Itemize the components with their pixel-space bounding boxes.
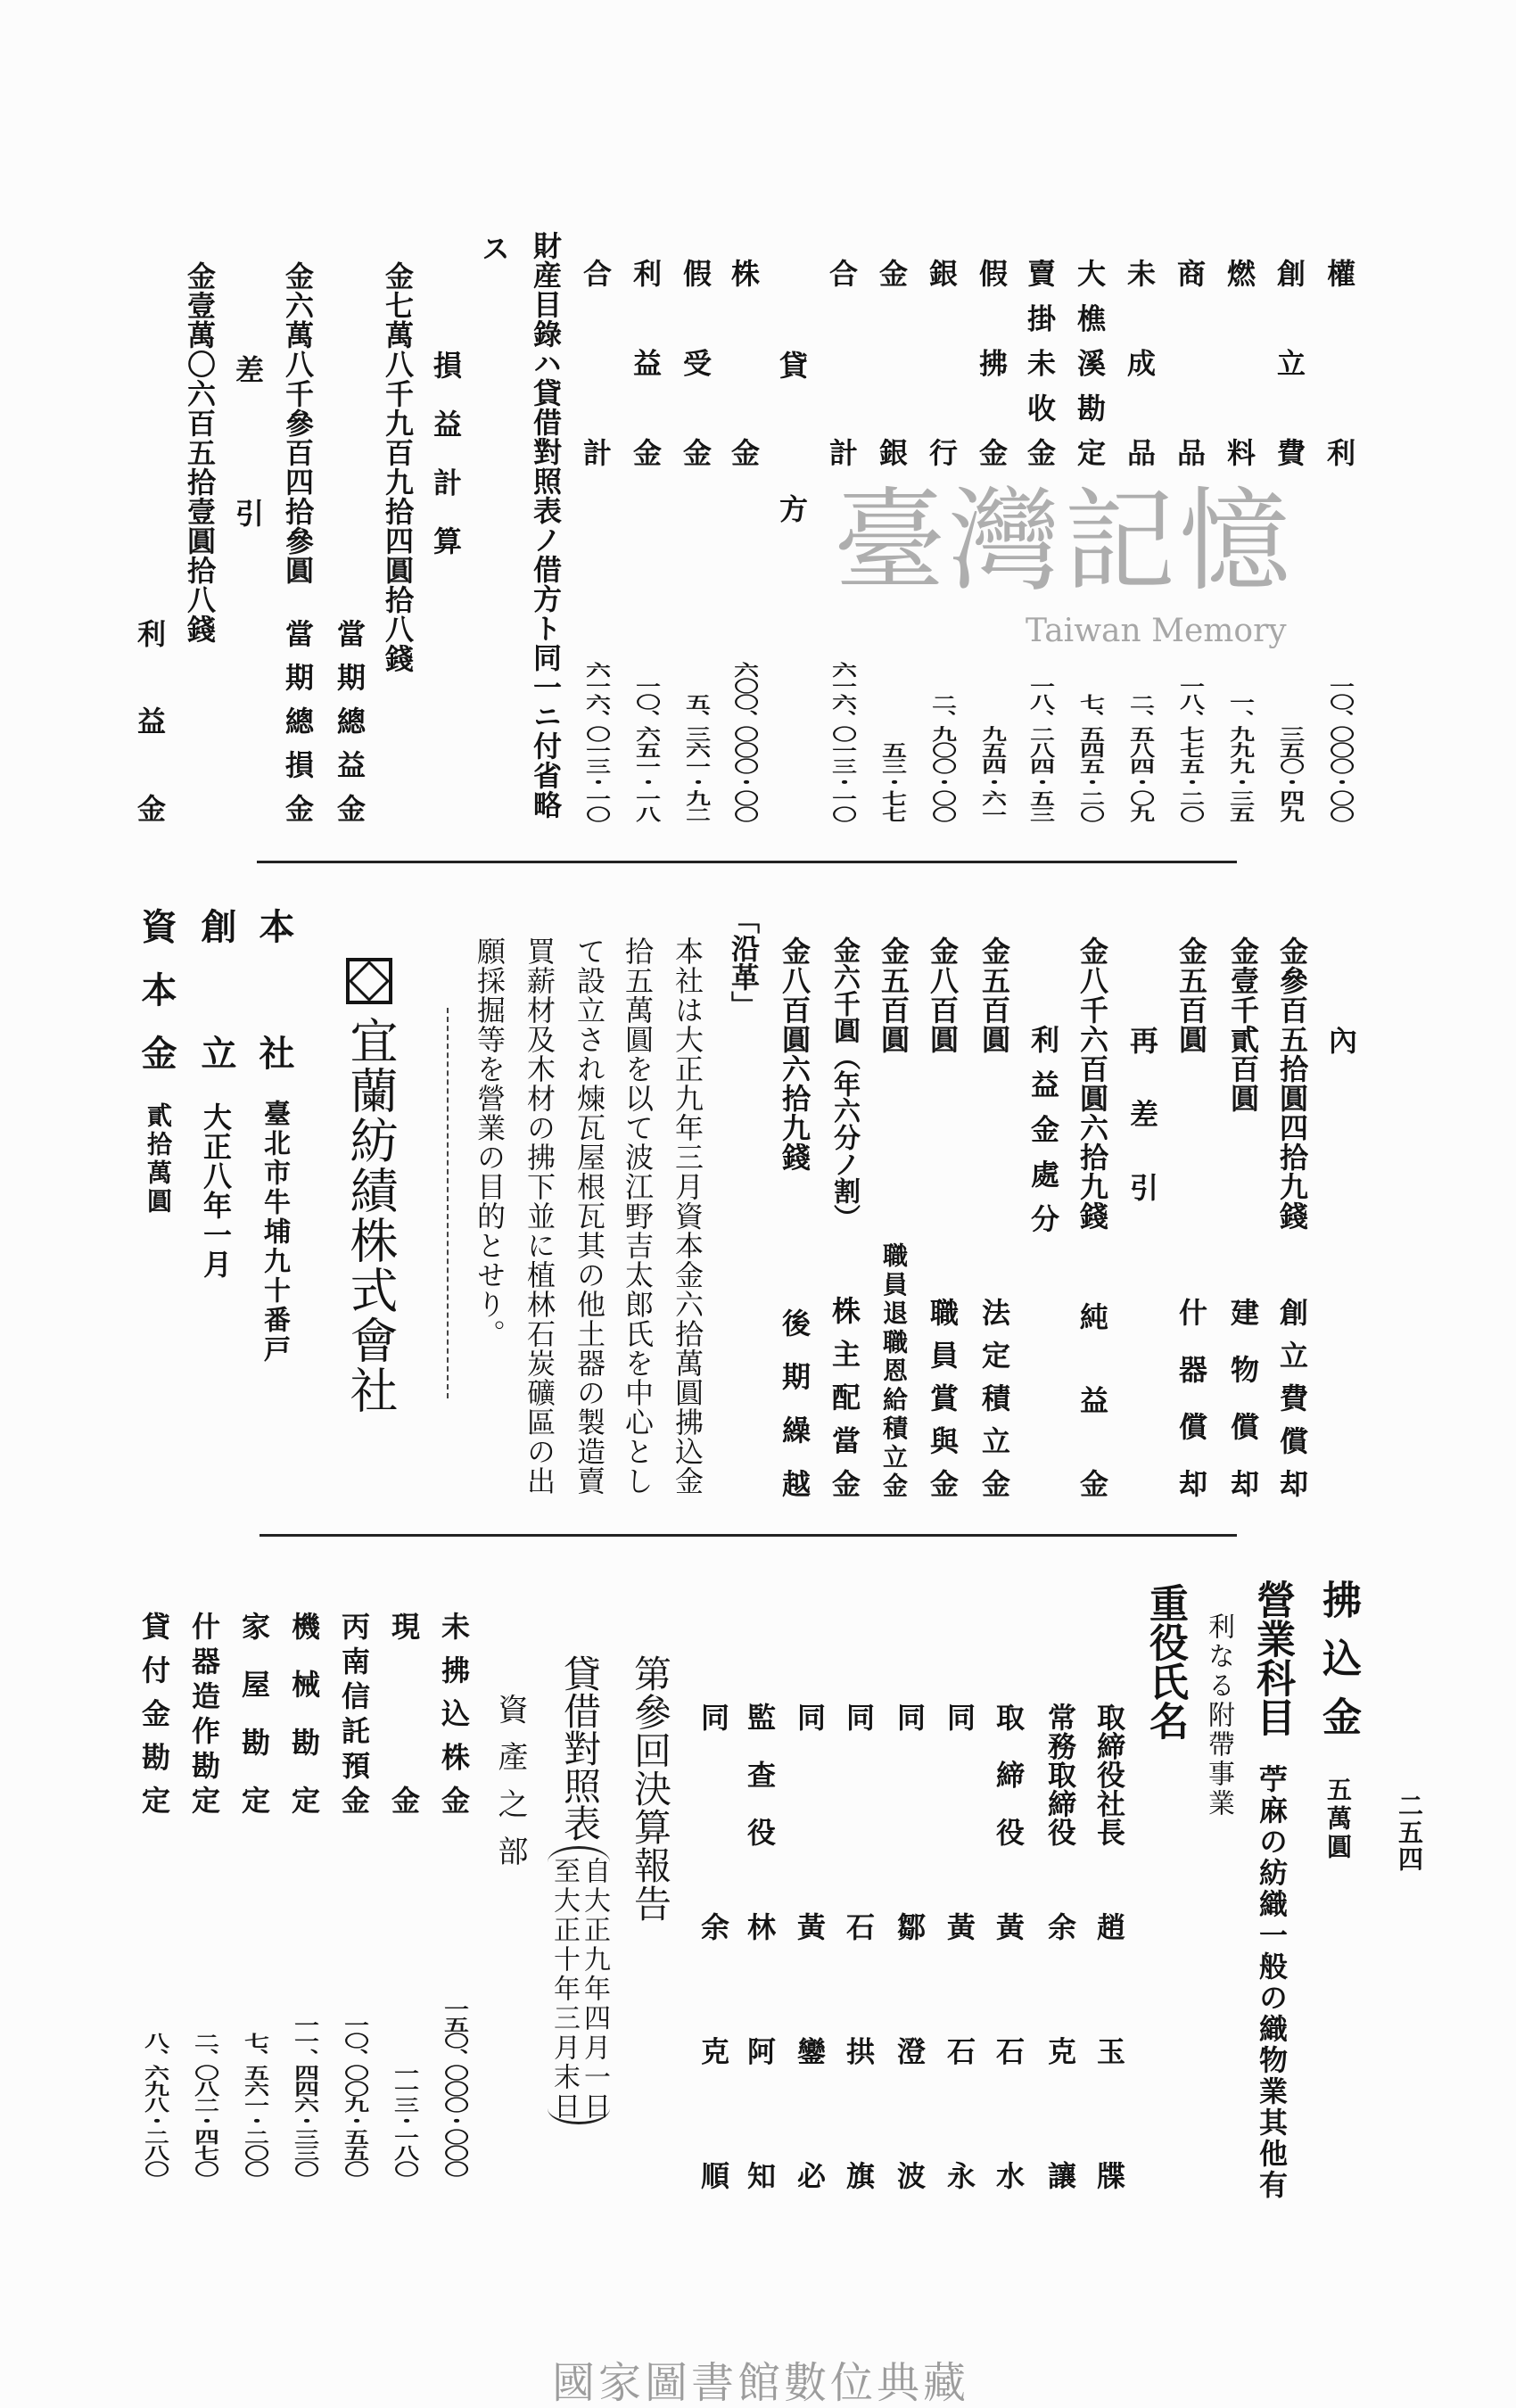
pl-diff-label: 差引: [231, 355, 265, 527]
officer-title: 取締役: [992, 1703, 1026, 1846]
debit-value: 一、九九九・三五: [1225, 694, 1256, 822]
company-logo-icon: [346, 958, 392, 1004]
disposal-amount: 金八百圓: [926, 936, 960, 1054]
dep-label: 建物償却: [1226, 1298, 1260, 1497]
asset-value: 二、〇八二・四七〇: [190, 2033, 220, 2177]
debit-label: 金銀: [875, 259, 909, 466]
asset-label: 現金: [387, 1612, 421, 1814]
disposal-label: 職員退職恩給積立金: [879, 1242, 909, 1497]
officer-name: 趙玉牒: [1092, 1912, 1126, 2189]
credit-total-label: 合計: [579, 259, 613, 466]
debit-label: 創立費: [1273, 259, 1306, 466]
officer-name: 余克讓: [1043, 1912, 1077, 2189]
debit-label: 燃料: [1223, 259, 1256, 466]
paid-in-value: 五萬圓: [1323, 1777, 1353, 1862]
disposal-amount: 金六千圓（年六分ノ割）: [828, 936, 860, 1231]
disposal-label: 法定積立金: [977, 1298, 1011, 1497]
officer-name: 黃鑾必: [793, 1912, 827, 2189]
history-line: 願採掘等を營業の目的とせり。: [473, 936, 507, 1348]
disposal-label: 株主配當金: [828, 1296, 861, 1497]
company-name: 宜蘭紡績株式會社: [342, 1016, 399, 1415]
assets-heading: 資產之部: [492, 1694, 528, 1866]
asset-label: 貸付金勘定: [137, 1612, 171, 1814]
asset-label: 什器造作勘定: [187, 1612, 221, 1814]
capital-value: 貳拾萬圓: [144, 1102, 173, 1216]
dep-label: 創立費償却: [1275, 1298, 1309, 1497]
net-amount: 金八千六百圓六拾九錢: [1075, 936, 1109, 1231]
asset-value: 八、六九八・二八〇: [140, 2033, 170, 2177]
pl-result-label: 利益金: [133, 619, 167, 822]
debit-label: 權利: [1322, 259, 1356, 466]
debit-value: 一〇、〇〇〇・〇〇: [1325, 678, 1355, 822]
officer-name: 黃石永: [943, 1912, 976, 2189]
officer-title: 監查役: [743, 1703, 777, 1846]
credit-label: 利益金: [629, 259, 663, 466]
history-line: 買薪材及木材の拂下並に植林石炭礦區の出: [523, 936, 556, 1496]
asset-label: 丙南信託預金: [337, 1612, 371, 1814]
debit-label: 商品: [1173, 259, 1207, 466]
officer-title: 常務取締役: [1043, 1703, 1077, 1846]
disposal-label: 後期繰越: [778, 1308, 812, 1497]
inventory-note-cont: ス: [477, 234, 511, 262]
asset-value: 一五〇、〇〇〇・〇〇〇: [440, 2000, 470, 2177]
asset-label: 家屋勘定: [237, 1612, 271, 1814]
debit-label: 大樵溪勘定: [1073, 259, 1107, 466]
debit-label: 未成品: [1123, 259, 1157, 466]
officers-heading: 重役氏名: [1142, 1583, 1188, 1740]
pl-label: 當期總損金: [281, 619, 315, 822]
dep-amount: 金五百圓: [1174, 936, 1208, 1054]
capital-label: 資本金: [136, 908, 177, 1070]
inventory-note: 財産目錄ハ貸借對照表ノ借方ト同一ニ付省略: [529, 231, 563, 820]
founded-date: 大正八年一月: [199, 1102, 233, 1279]
officer-title: 同: [893, 1703, 927, 1731]
report-title: 第參回決算報告: [629, 1654, 672, 1923]
officer-name: 余克順: [696, 1912, 730, 2189]
credit-heading: 貸方: [775, 350, 809, 523]
divider-rule: [257, 861, 1237, 863]
disposal-amount: 金八百圓六拾九錢: [778, 936, 812, 1172]
debit-value: 二、五八四・〇九: [1125, 694, 1156, 822]
debit-value: 三五〇・四九: [1275, 726, 1306, 822]
business-text: 苧麻の紡織一般の織物業其他有: [1255, 1764, 1289, 2201]
disposal-label: 職員賞與金: [926, 1298, 960, 1497]
rediff-label: 再差引: [1125, 1026, 1159, 1201]
asset-value: 七、五六一・二〇〇: [240, 2033, 270, 2177]
balance-sheet-title: 貸借對照表: [558, 1654, 602, 1842]
debit-label: 銀行: [925, 259, 959, 466]
founded-label: 創立: [195, 908, 237, 1070]
history-line: て設立され煉瓦屋根瓦其の他土器の製造賣: [573, 936, 606, 1496]
head-office-label: 本社: [253, 908, 295, 1070]
dep-label: 什器償却: [1174, 1298, 1208, 1497]
pl-amount: 金六萬八千參百四拾參圓: [281, 261, 315, 585]
debit-label: 假拂金: [975, 259, 1009, 466]
officer-name: 黃石水: [992, 1912, 1026, 2189]
credit-total-value: 六一六、〇一三・一〇: [581, 662, 612, 822]
pl-heading: 損益計算: [429, 350, 463, 555]
debit-total-label: 合計: [825, 259, 859, 466]
period-to: 至大正十年三月末日: [548, 1857, 580, 2122]
debit-value: 七、五四五・二〇: [1075, 694, 1106, 822]
watermark-chinese: 臺灣記憶: [834, 477, 1294, 606]
head-office-address: 臺北市牛埔九十番戸: [259, 1100, 290, 1365]
footer-library-credit: 國家圖書館數位典藏: [552, 2358, 970, 2408]
asset-value: 一一、四四六・三三〇: [290, 2016, 320, 2177]
inner-label: 內: [1324, 1026, 1358, 1054]
dep-amount: 金參百五拾圓四拾九錢: [1275, 936, 1309, 1231]
asset-label: 未拂込株金: [437, 1612, 471, 1814]
dep-amount: 金壹千貳百圓: [1226, 936, 1260, 1113]
net-label: 純益金: [1075, 1302, 1109, 1497]
dashed-divider: [447, 1008, 449, 1398]
debit-label: 賣掛未收金: [1023, 259, 1057, 466]
business-label: 營業科目: [1249, 1579, 1295, 1736]
pl-amount: 金七萬八千九百九拾四圓拾八錢: [381, 261, 415, 673]
disposal-heading: 利益金處分: [1026, 1025, 1060, 1233]
credit-label: 假受金: [679, 259, 713, 466]
asset-value: 一〇、〇〇九・五五〇: [340, 2016, 370, 2177]
officer-title: 同: [793, 1703, 827, 1731]
officer-title: 取締役社長: [1092, 1703, 1126, 1846]
asset-label: 機械勘定: [287, 1612, 321, 1814]
debit-value: 二、九〇〇・〇〇: [927, 694, 958, 822]
disposal-amount: 金五百圓: [977, 936, 1011, 1054]
period-from: 自大正九年四月一日: [579, 1857, 610, 2122]
business-text-cont: 利なる附帶事業: [1203, 1612, 1234, 1818]
pl-label: 當期總益金: [333, 619, 367, 822]
credit-label: 株金: [727, 259, 761, 466]
debit-value: 一八、二八四・五三: [1026, 678, 1056, 822]
officer-title: 同: [696, 1703, 730, 1731]
history-heading: 「沿革」: [727, 905, 761, 1019]
debit-value: 一八、七七五・二〇: [1175, 678, 1206, 822]
officer-name: 鄒澄波: [893, 1912, 927, 2189]
officer-title: 同: [943, 1703, 976, 1731]
divider-rule: [260, 1534, 1237, 1537]
history-line: 拾五萬圓を以て波江野吉太郎氏を中心とし: [621, 936, 655, 1496]
credit-value: 六〇〇、〇〇〇・〇〇: [729, 662, 760, 822]
credit-value: 一〇、六五一・一八: [631, 678, 662, 822]
officer-name: 石拱旗: [842, 1912, 876, 2189]
officer-name: 林阿知: [743, 1912, 777, 2189]
paid-in-label: 拂込金: [1315, 1579, 1361, 1736]
page-number: 二五四: [1395, 1793, 1424, 1873]
debit-value: 九五四・六一: [977, 726, 1008, 822]
credit-value: 五、三六一・九二: [681, 694, 712, 822]
debit-total-value: 六一六、〇一三・一〇: [828, 662, 858, 822]
asset-value: 一一三・一八〇: [390, 2065, 420, 2177]
officer-title: 同: [842, 1703, 876, 1731]
debit-value: 五三・七七: [877, 742, 908, 822]
pl-result-amount: 金壹萬〇六百五拾壹圓拾八錢: [183, 261, 217, 644]
watermark-english: Taiwan Memory: [1026, 613, 1287, 649]
history-line: 本社は大正九年三月資本金六拾萬圓拂込金: [671, 936, 704, 1496]
disposal-amount: 金五百圓: [877, 936, 910, 1054]
